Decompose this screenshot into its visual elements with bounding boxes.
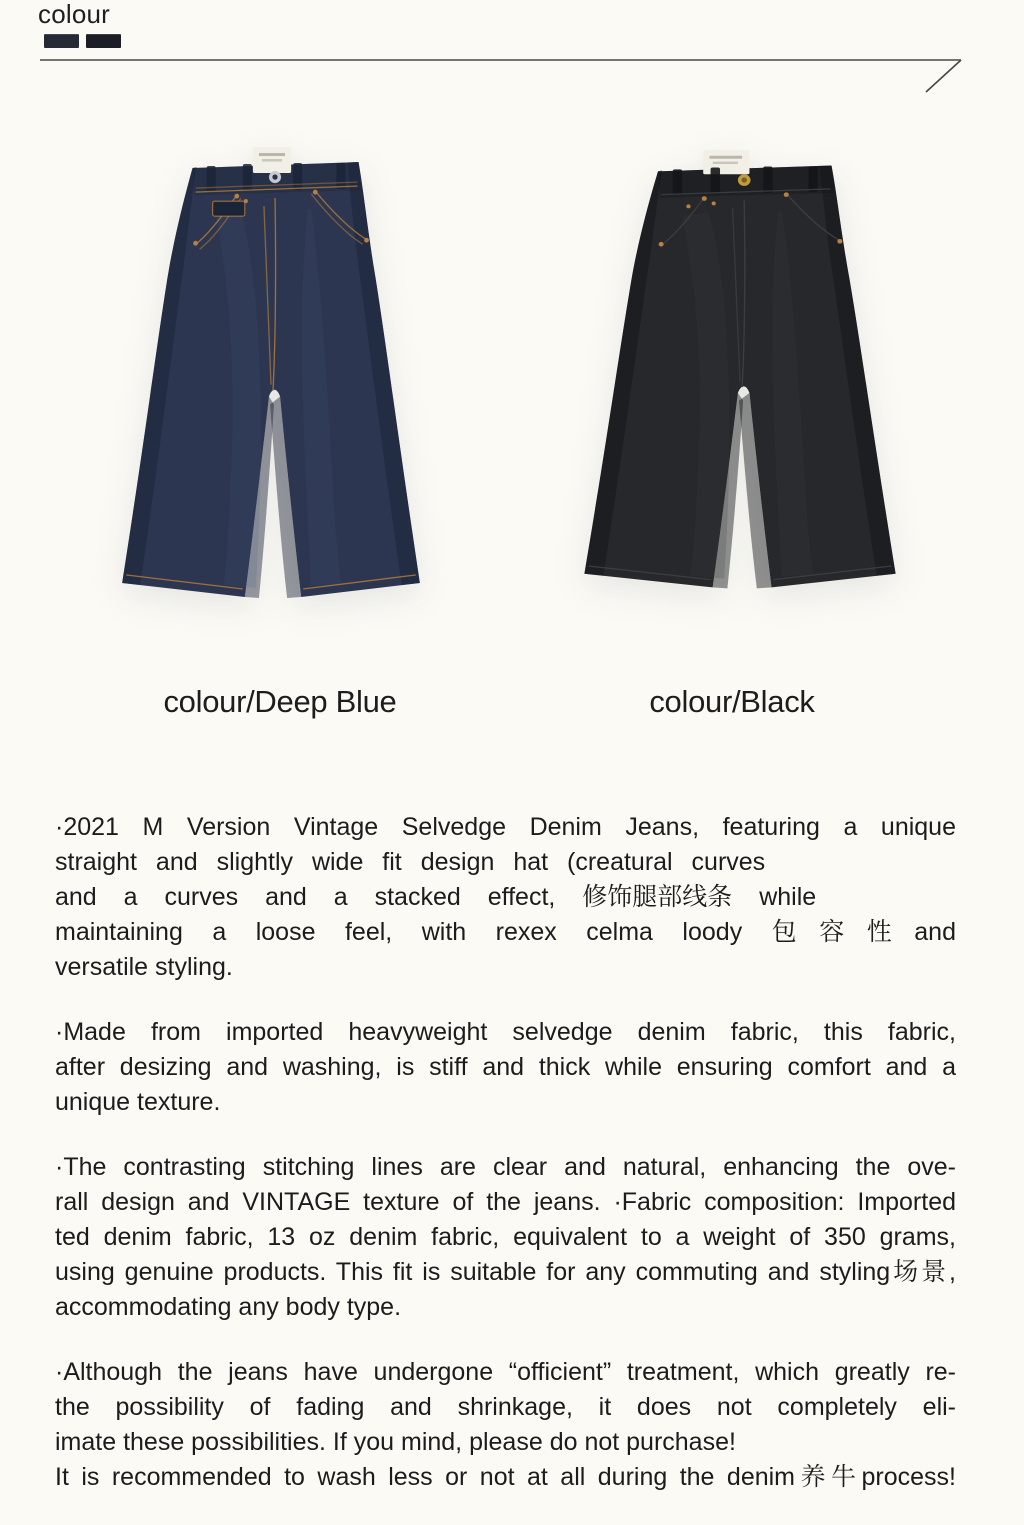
jeans-illustration-black bbox=[556, 148, 924, 600]
description-paragraph-3 bbox=[55, 1150, 956, 1325]
divider-diagonal-tick bbox=[926, 60, 961, 92]
description-line: It is recommended to wash less or not at all during the denim养牛process! bbox=[55, 1463, 956, 1491]
swatch-black bbox=[86, 34, 121, 48]
description-line: and a curves and a stacked effect, 修饰腿部线条 while bbox=[55, 883, 817, 911]
description-line: ·2021 M Version Vintage Selvedge Denim Jeans, featuring a unique bbox=[55, 813, 956, 841]
description-line: unique texture. bbox=[55, 1088, 221, 1116]
jeans-photo-deep-blue bbox=[95, 144, 447, 610]
colour-swatches bbox=[44, 34, 121, 48]
header-divider-rule bbox=[40, 55, 964, 97]
colour-label-deep-blue: colour/Deep Blue bbox=[163, 684, 397, 719]
description-line: rall design and VINTAGE texture of the jeans. ·Fabric composition: Imported bbox=[55, 1188, 956, 1216]
jeans-photo-black bbox=[556, 148, 924, 600]
description-paragraph-4 bbox=[55, 1355, 956, 1495]
description-line: after desizing and washing, is stiff and thick while ensuring comfort and a bbox=[55, 1053, 956, 1081]
description-paragraph-2 bbox=[55, 1015, 956, 1120]
description-line: ·Made from imported heavyweight selvedge denim fabric, this fabric, bbox=[55, 1018, 956, 1046]
brand-label-tag bbox=[703, 150, 749, 174]
description-line: maintaining a loose feel, with rexex celma loody 包容性and bbox=[55, 918, 956, 946]
description-line: straight and slightly wide fit design hat (creatural curves bbox=[55, 848, 766, 876]
watch-pocket bbox=[213, 201, 245, 216]
waist-button bbox=[738, 174, 751, 186]
page-title: colour bbox=[38, 0, 111, 29]
product-description bbox=[55, 810, 956, 1525]
description-line: imate these possibilities. If you mind, please do not purchase! bbox=[55, 1428, 736, 1456]
waist-button bbox=[269, 171, 281, 183]
description-line: ·The contrasting stitching lines are clear and natural, enhancing the ove- bbox=[55, 1153, 956, 1181]
description-line: accommodating any body type. bbox=[55, 1293, 402, 1321]
description-line: ·Although the jeans have undergone “officient” treatment, which greatly re- bbox=[55, 1358, 956, 1386]
description-line: versatile styling. bbox=[55, 953, 233, 981]
description-line: the possibility of fading and shrinkage, it does not completely eli- bbox=[55, 1393, 956, 1421]
description-line: ted denim fabric, 13 oz denim fabric, equivalent to a weight of 350 grams, bbox=[55, 1223, 956, 1251]
swatch-deep-blue bbox=[44, 34, 79, 48]
colour-label-black: colour/Black bbox=[649, 684, 815, 719]
jeans-illustration-deep-blue bbox=[95, 144, 447, 610]
description-line: using genuine products. This fit is suitable for any commuting and styling场景, bbox=[55, 1258, 956, 1286]
brand-label-tag bbox=[253, 147, 291, 173]
description-paragraph-1 bbox=[55, 810, 956, 985]
